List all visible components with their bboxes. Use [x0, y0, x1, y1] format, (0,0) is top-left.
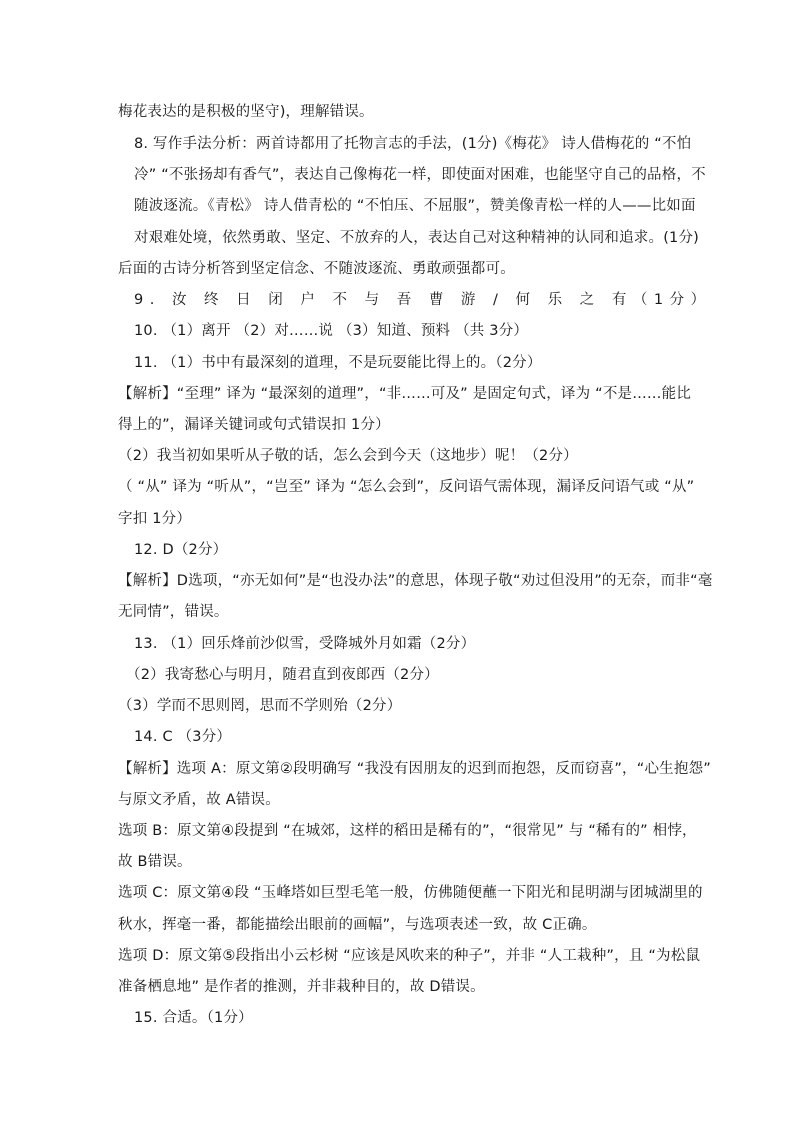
answer-13-line-3: （3）学而不思则罔，思而不学则殆（2分） [118, 698, 402, 714]
answer-14-analysis-b-line-1: 选项 B：原文第④段提到 “在城郊，这样的稻田是稀有的”，“很常见” 与 “稀有的” 相悖， [118, 823, 697, 839]
answer-8-line-2: 冷” “不张扬却有香气”，表达自己像梅花一样，即使面对困难，也能坚守自己的品格，不 [134, 167, 706, 183]
answer-12-analysis-line-2: 无同情”，错误。 [118, 604, 229, 620]
answer-14-analysis-c-line-1: 选项 C：原文第④段 “玉峰塔如巨型毛笔一般，仿佛随便蘸一下阳光和昆明湖与团城湖里的 [118, 885, 703, 901]
answer-14-analysis-b-line-2: 故 B错误。 [118, 854, 192, 870]
answer-8-line-3: 随波逐流。《青松》 诗人借青松的 “不怕压、不屈服”，赞美像青松一样的人——比如面 [134, 198, 696, 214]
answer-10: 10. （1）离开 （2）对……说 （3）知道、预料 （共 3分） [134, 323, 529, 339]
answer-14-analysis-d-line-1: 选项 D：原文第⑤段指出小云杉树 “应该是风吹来的种子”，并非 “人工栽种”，且 “为松鼠 [118, 948, 701, 964]
answer-11-analysis-line-4: 字扣 1分） [118, 511, 192, 527]
answer-8-line-4: 对艰难处境，依然勇敢、坚定、不放弃的人，表达自己对这种精神的认同和追求。(1分) [134, 230, 700, 246]
answer-13-line-2: （2）我寄愁心与明月，随君直到夜郎西（2分） [126, 667, 439, 683]
answer-14: 14. C （3分） [134, 729, 232, 745]
answer-11-analysis-line-2: 得上的”，漏译关键词或句式错误扣 1分） [118, 417, 390, 433]
text-line-1: 梅花表达的是积极的坚守)，理解错误。 [118, 104, 374, 120]
answer-12: 12. D（2分） [134, 542, 228, 558]
answer-15: 15. 合适。（1分） [134, 1010, 253, 1026]
answer-14-analysis-c-line-2: 秋水，挥毫一番，都能描绘出眼前的画幅”，与选项表述一致，故 C正确。 [118, 917, 597, 933]
answer-11-analysis-line-3: （ “从” 译为 “听从”，“岂至” 译为 “怎么会到”，反问语气需体现，漏译反问语气或 “从” [118, 479, 695, 495]
answer-9: 9. 汝 终 日 闭 户 不 与 吾 曹 游 / 何 乐 之 有（1分） [134, 292, 712, 308]
answer-14-analysis-a-line-2: 与原文矛盾，故 A错误。 [118, 792, 280, 808]
answer-14-analysis-a-line-1: 【解析】选项 A：原文第②段明确写 “我没有因朋友的迟到而抱怨，反而窃喜”，“心生抱怨” [118, 761, 711, 777]
answer-11-line-2: （2）我当初如果听从子敬的话，怎么会到今天（这地步）呢！（2分） [118, 448, 578, 464]
answer-8-line-1: 8. 写作手法分析：两首诗都用了托物言志的手法，(1分)《梅花》 诗人借梅花的 “不怕 [134, 136, 692, 152]
answer-12-analysis-line-1: 【解析】D选项，“亦无如何”是“也没办法”的意思，体现子敬“劝过但没用”的无奈，而非“毫 [118, 573, 713, 589]
answer-13-line-1: 13. （1）回乐烽前沙似雪，受降城外月如霜（2分） [134, 636, 476, 652]
answer-11-line-1: 11. （1）书中有最深刻的道理，不是玩耍能比得上的。（2分） [134, 355, 542, 371]
answer-14-analysis-d-line-2: 准备栖息地” 是作者的推测，并非栽种目的，故 D错误。 [118, 979, 485, 995]
answer-11-analysis-line-1: 【解析】“至理” 译为 “最深刻的道理”，“非……可及” 是固定句式，译为 “不是……能比 [118, 386, 692, 402]
answer-8-line-5: 后面的古诗分析答到坚定信念、不随波逐流、勇敢顽强都可。 [118, 261, 515, 277]
